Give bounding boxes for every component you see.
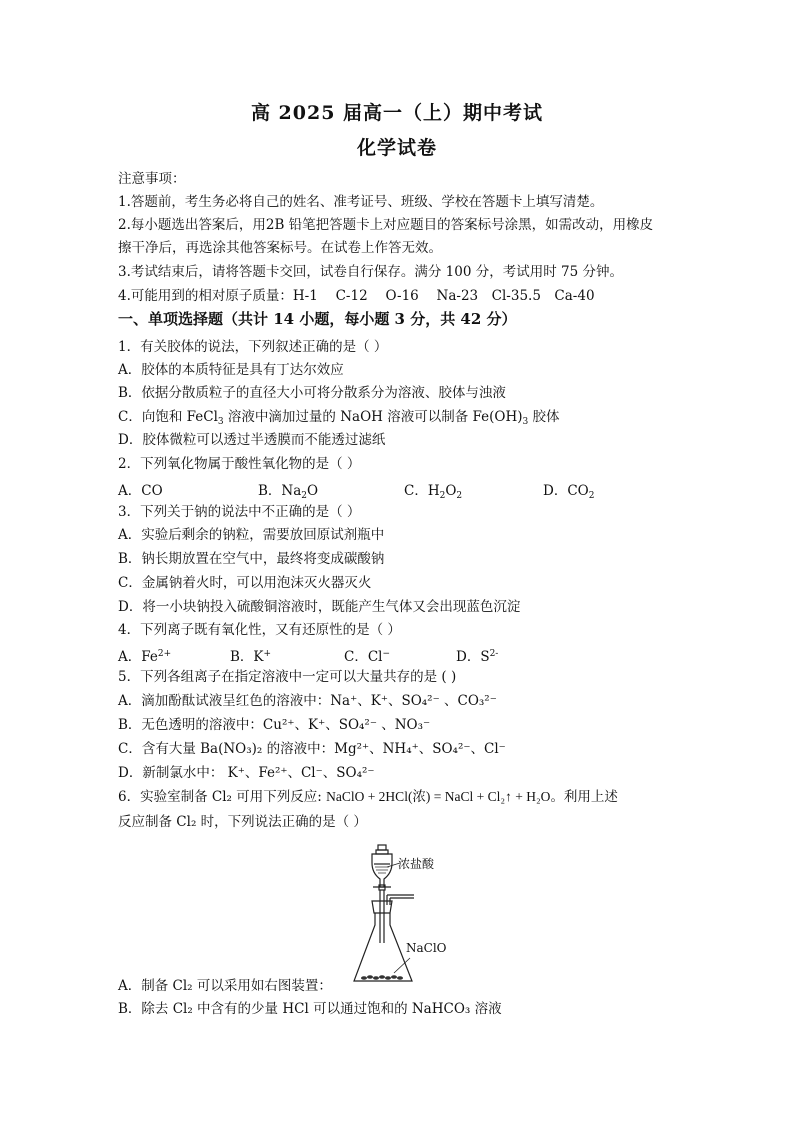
exam-title: 高 2025 届高一（上）期中考试 (250, 102, 544, 124)
q4-option-b: B．K+ (230, 649, 272, 665)
q5-option-a: A．滴加酚酞试液呈红色的溶液中：Na⁺、K⁺、SO₄²⁻ 、CO₃²⁻ (118, 693, 497, 709)
q3-option-b: B．钠长期放置在空气中，最终将变成碳酸钠 (118, 551, 385, 567)
q2-stem: 2．下列氧化物属于酸性氧化物的是（ ） (118, 456, 361, 472)
q1-option-c: C．向饱和 FeCl$_3$ 溶液中滴加过量的 NaOH 溶液可以制备 $Fe(OH)_3$ 胶体 (118, 409, 560, 427)
note-3: 3.考试结束后，请将答题卡交回，试卷自行保存。满分 100 分，考试用时 75 分钟。 (118, 264, 623, 280)
q4-stem: 4．下列离子既有氧化性，又有还原性的是（ ） (118, 622, 401, 638)
q3-option-d: D．将一小块钠投入硫酸铜溶液时，既能产生气体又会出现蓝色沉淀 (118, 599, 521, 615)
q5-option-c: C．含有大量 Ba(NO₃)₂ 的溶液中：Mg²⁺、NH₄⁺、SO₄²⁻、Cl⁻ (118, 741, 506, 757)
q1-stem: 1．有关胶体的说法，下列叙述正确的是（ ） (118, 339, 388, 355)
apparatus-figure (340, 843, 470, 988)
note-4: 4.可能用到的相对原子质量：H-1 C-12 O-16 Na-23 Cl-35.5 Ca-40 (118, 288, 595, 304)
q6-equation: NaClO + 2HCl(浓) = NaCl + Cl₂↑ + H₂O (326, 789, 551, 804)
q4-option-d: D．$S^{2-}$ (456, 649, 499, 665)
label-concentrated-hcl: 浓盐酸 (398, 857, 435, 871)
q1-option-a: A．胶体的本质特征是具有丁达尔效应 (118, 362, 344, 378)
q2-option-d: D．$CO_2$ (543, 483, 595, 501)
q4-option-a: A．$Fe^{2+}$ (118, 649, 172, 665)
q3-stem: 3．下列关于钠的说法中不正确的是（ ） (118, 504, 361, 520)
q6-stem-line2: 反应制备 Cl₂ 时，下列说法正确的是（ ） (118, 814, 367, 830)
section-1-title: 一、单项选择题（共计 14 小题，每小题 3 分，共 42 分） (118, 310, 517, 328)
q1-option-d: D．胶体微粒可以透过半透膜而不能透过滤纸 (118, 432, 386, 448)
q5-stem: 5．下列各组离子在指定溶液中一定可以大量共存的是 ( ) (118, 669, 457, 685)
label-naclo: NaClO (406, 941, 447, 955)
note-2b: 擦干净后，再选涂其他答案标号。在试卷上作答无效。 (118, 240, 442, 256)
notes-heading: 注意事项： (118, 171, 186, 187)
q6-stem-line1: 6．实验室制备 Cl₂ 可用下列反应: NaClO + 2HCl(浓) = NaCl + Cl₂↑ + H₂O。利用上述 (118, 789, 618, 805)
note-2a: 2.每小题选出答案后，用2B 铅笔把答题卡上对应题目的答案标号涂黑，如需改动，用橡皮 (118, 217, 654, 233)
q6-option-a: A．制备 Cl₂ 可以采用如右图装置： (118, 978, 332, 994)
q5-option-b: B．无色透明的溶液中：Cu²⁺、K⁺、SO₄²⁻ 、NO₃⁻ (118, 717, 431, 733)
q5-option-d: D．新制氯水中： K⁺、Fe²⁺、Cl⁻、SO₄²⁻ (118, 765, 375, 781)
note-1: 1.答题前，考生务必将自己的姓名、准考证号、班级、学校在答题卡上填写清楚。 (118, 194, 604, 210)
q2-option-c: C．$H_2O_2$ (404, 483, 463, 501)
q6-option-b: B．除去 Cl₂ 中含有的少量 HCl 可以通过饱和的 NaHCO₃ 溶液 (118, 1001, 502, 1017)
q3-option-c: C．金属钠着火时，可以用泡沫灭火器灭火 (118, 575, 372, 591)
q4-option-c: C．Cl− (344, 649, 391, 665)
q2-option-a: A．CO (118, 483, 163, 499)
exam-subject: 化学试卷 (356, 137, 437, 159)
q1-option-b: B．依据分散质粒子的直径大小可将分散系分为溶液、胶体与浊液 (118, 385, 506, 401)
q2-option-b: B．$Na_2O$ (258, 483, 319, 501)
q3-option-a: A．实验后剩余的钠粒，需要放回原试剂瓶中 (118, 527, 385, 543)
